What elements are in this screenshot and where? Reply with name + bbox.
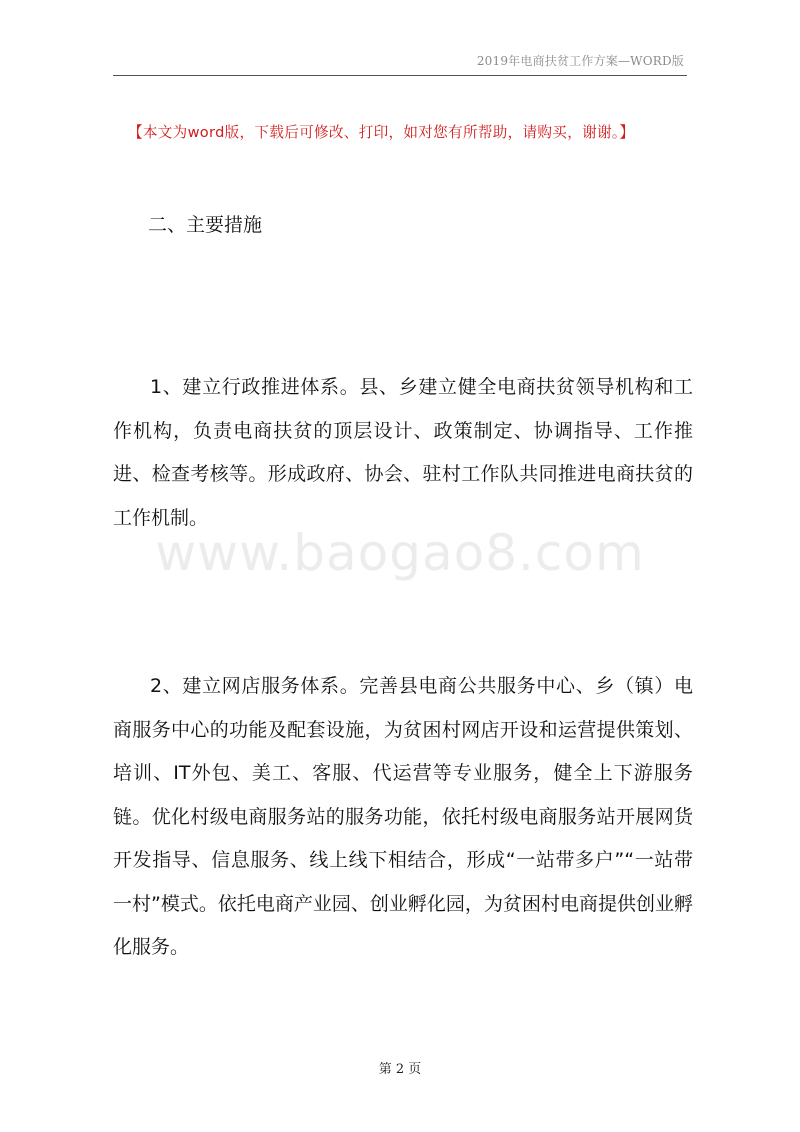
purchase-notice: 【本文为word版，下载后可修改、打印，如对您有所帮助，请购买，谢谢。】: [128, 124, 635, 141]
watermark: www.baogao8.com: [155, 524, 645, 582]
paragraph-1: 1、建立行政推进体系。县、乡建立健全电商扶贫领导机构和工作机构，负责电商扶贫的顶层设计、政策制定、协调指导、工作推进、检查考核等。形成政府、协会、驻村工作队共同推进电商扶贫的工作机制。: [113, 376, 693, 529]
header-divider: [113, 75, 687, 76]
paragraph-2: 2、建立网店服务体系。完善县电商公共服务中心、乡（镇）电商服务中心的功能及配套设施，为贫困村网店开设和运营提供策划、培训、IT外包、美工、客服、代运营等专业服务，健全上下游服务链。优化村级电商服务站的服务功能，依托村级电商服务站开展网货开发指导、信息服务、线上线下相结合，形成“一站带多户”“一站带一村”模式。依托电商产业园、创业孵化园，为贫困村电商提供创业孵化服务。: [113, 675, 693, 958]
header-title: 2019年电商扶贫工作方案—WORD版: [476, 54, 684, 68]
page-number: 第 2 页: [378, 1062, 422, 1077]
section-title: 二、主要措施: [148, 214, 263, 236]
